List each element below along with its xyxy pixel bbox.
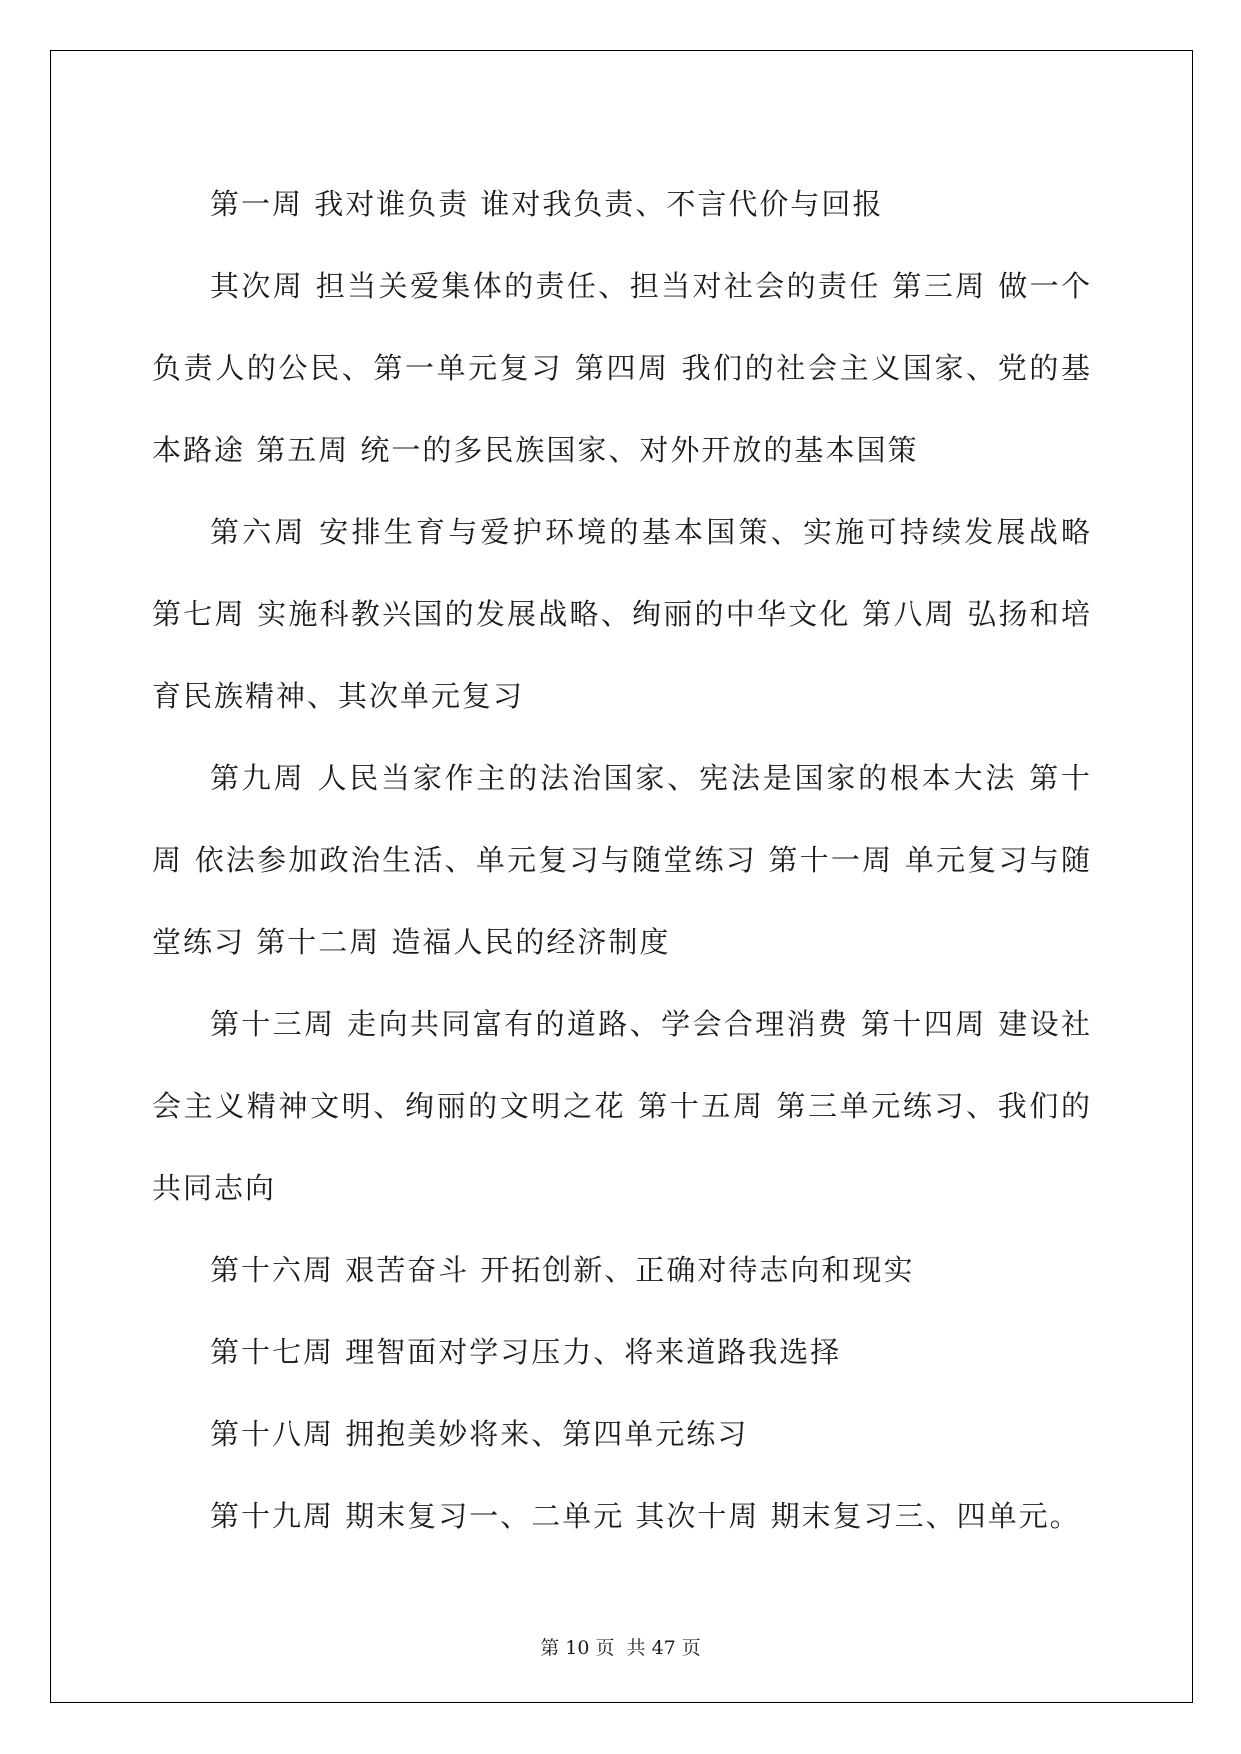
paragraph: 第十六周 艰苦奋斗 开拓创新、正确对待志向和现实: [210, 1253, 915, 1287]
page-footer: [0, 1633, 1241, 1660]
paragraph: 第十九周 期末复习一、二单元 其次十周 期末复习三、四单元。: [210, 1499, 1081, 1533]
page-number: 第 10 页 共 47 页: [540, 1637, 701, 1659]
paragraph: 第一周 我对谁负责 谁对我负责、不言代价与回报: [210, 187, 884, 221]
paragraph: 第十七周 理智面对学习压力、将来道路我选择: [210, 1335, 842, 1369]
paragraph: 第六周 安排生育与爱护环境的基本国策、实施可持续发展战略 第七周 实施科教兴国的发展战略、绚丽的中华文化 第八周 弘扬和培育民族精神、其次单元复习: [152, 515, 1092, 713]
paragraph: 其次周 担当关爱集体的责任、担当对社会的责任 第三周 做一个负责人的公民、第一单元复习 第四周 我们的社会主义国家、党的基本路途 第五周 统一的多民族国家、对外开放的基本国策: [152, 269, 1092, 467]
paragraph: 第九周 人民当家作主的法治国家、宪法是国家的根本大法 第十周 依法参加政治生活、单元复习与随堂练习 第十一周 单元复习与随堂练习 第十二周 造福人民的经济制度: [152, 761, 1092, 959]
paragraph: 第十八周 拥抱美妙将来、第四单元练习: [210, 1417, 749, 1451]
document-body: [152, 163, 1092, 1557]
paragraph: 第十三周 走向共同富有的道路、学会合理消费 第十四周 建设社会主义精神文明、绚丽的文明之花 第十五周 第三单元练习、我们的共同志向: [152, 1007, 1092, 1205]
